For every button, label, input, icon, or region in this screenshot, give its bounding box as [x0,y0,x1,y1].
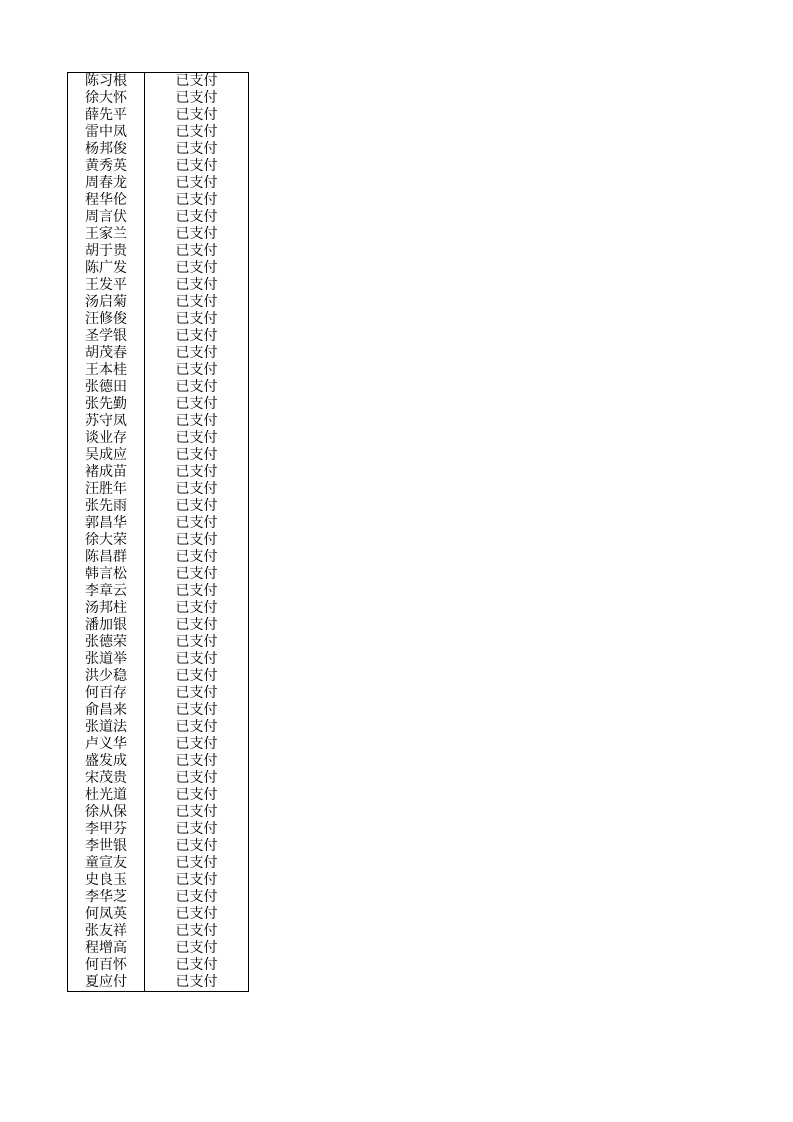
payment-status-cell: 已支付 [145,889,249,906]
table-row [68,158,249,175]
name-cell: 杜光道 [68,787,145,804]
name-cell: 童宣友 [68,855,145,872]
payment-status-cell: 已支付 [145,345,249,362]
table-row [68,634,249,651]
payment-status-cell: 已支付 [145,583,249,600]
table-row [68,583,249,600]
table-row [68,192,249,209]
payment-status-cell: 已支付 [145,277,249,294]
payment-status-cell: 已支付 [145,651,249,668]
name-cell: 王本桂 [68,362,145,379]
table-row [68,447,249,464]
payment-status-cell: 已支付 [145,175,249,192]
payment-status-cell: 已支付 [145,464,249,481]
name-cell: 徐大荣 [68,532,145,549]
payment-status-cell: 已支付 [145,294,249,311]
name-cell: 苏守凤 [68,413,145,430]
name-cell: 张先勤 [68,396,145,413]
name-cell: 王家兰 [68,226,145,243]
payment-status-cell: 已支付 [145,260,249,277]
table-row [68,940,249,957]
payment-status-cell: 已支付 [145,940,249,957]
payment-status-cell: 已支付 [145,668,249,685]
payment-status-cell: 已支付 [145,124,249,141]
table-row [68,872,249,889]
table-row [68,328,249,345]
table-row [68,736,249,753]
table-row [68,719,249,736]
payment-status-cell: 已支付 [145,447,249,464]
table-row [68,90,249,107]
payment-status-cell: 已支付 [145,821,249,838]
payment-status-cell: 已支付 [145,90,249,107]
name-cell: 韩言松 [68,566,145,583]
payment-status-table [67,72,249,992]
table-row [68,770,249,787]
name-cell: 胡于贵 [68,243,145,260]
payment-status-cell: 已支付 [145,804,249,821]
name-cell: 汤启菊 [68,294,145,311]
name-cell: 张友祥 [68,923,145,940]
name-cell: 薛先平 [68,107,145,124]
payment-status-cell: 已支付 [145,379,249,396]
name-cell: 卢义华 [68,736,145,753]
table-row [68,481,249,498]
table-row [68,294,249,311]
name-cell: 汤邦柱 [68,600,145,617]
payment-status-cell: 已支付 [145,787,249,804]
name-cell: 张道法 [68,719,145,736]
payment-status-cell: 已支付 [145,141,249,158]
table-body [68,73,249,992]
table-row [68,226,249,243]
payment-status-cell: 已支付 [145,600,249,617]
payment-status-cell: 已支付 [145,498,249,515]
table-row [68,804,249,821]
table-row [68,107,249,124]
table-row [68,73,249,91]
table-row [68,906,249,923]
table-row [68,413,249,430]
payment-status-cell: 已支付 [145,702,249,719]
payment-status-cell: 已支付 [145,73,249,91]
name-cell: 徐从保 [68,804,145,821]
name-cell: 李世银 [68,838,145,855]
name-cell: 汪修俊 [68,311,145,328]
table-row [68,396,249,413]
payment-status-cell: 已支付 [145,158,249,175]
payment-status-cell: 已支付 [145,328,249,345]
table-row [68,464,249,481]
payment-status-cell: 已支付 [145,838,249,855]
payment-status-cell: 已支付 [145,566,249,583]
payment-status-cell: 已支付 [145,974,249,992]
table-row [68,566,249,583]
payment-status-cell: 已支付 [145,396,249,413]
name-cell: 潘加银 [68,617,145,634]
payment-status-cell: 已支付 [145,923,249,940]
table-row [68,311,249,328]
table-row [68,974,249,992]
name-cell: 褚成苗 [68,464,145,481]
table-row [68,141,249,158]
name-cell: 俞昌来 [68,702,145,719]
table-row [68,651,249,668]
table-row [68,855,249,872]
name-cell: 杨邦俊 [68,141,145,158]
table-row [68,821,249,838]
name-cell: 李甲芬 [68,821,145,838]
name-cell: 陈习根 [68,73,145,91]
name-cell: 李华芝 [68,889,145,906]
name-cell: 吴成应 [68,447,145,464]
table-row [68,668,249,685]
table-row [68,889,249,906]
name-cell: 陈昌群 [68,549,145,566]
name-cell: 王发平 [68,277,145,294]
payment-status-cell: 已支付 [145,481,249,498]
payment-status-cell: 已支付 [145,209,249,226]
payment-status-cell: 已支付 [145,855,249,872]
payment-status-cell: 已支付 [145,753,249,770]
table-row [68,617,249,634]
table-row [68,243,249,260]
name-cell: 周春龙 [68,175,145,192]
payment-status-cell: 已支付 [145,906,249,923]
table-row [68,124,249,141]
name-cell: 陈广发 [68,260,145,277]
table-row [68,685,249,702]
table-row [68,600,249,617]
payment-status-cell: 已支付 [145,719,249,736]
name-cell: 张德荣 [68,634,145,651]
payment-status-cell: 已支付 [145,413,249,430]
table-row [68,379,249,396]
table-row [68,787,249,804]
payment-status-cell: 已支付 [145,532,249,549]
payment-status-cell: 已支付 [145,549,249,566]
table-row [68,498,249,515]
name-cell: 夏应付 [68,974,145,992]
table-row [68,345,249,362]
payment-status-cell: 已支付 [145,770,249,787]
name-cell: 程华伦 [68,192,145,209]
payment-status-cell: 已支付 [145,311,249,328]
name-cell: 程增高 [68,940,145,957]
table-row [68,838,249,855]
name-cell: 何百存 [68,685,145,702]
payment-status-cell: 已支付 [145,957,249,974]
table-row [68,209,249,226]
payment-status-cell: 已支付 [145,192,249,209]
name-cell: 李章云 [68,583,145,600]
payment-status-cell: 已支付 [145,430,249,447]
payment-status-cell: 已支付 [145,634,249,651]
name-cell: 周言伏 [68,209,145,226]
table-row [68,260,249,277]
table-row [68,175,249,192]
name-cell: 张道举 [68,651,145,668]
table-row [68,753,249,770]
payment-sheet [67,72,248,992]
payment-status-cell: 已支付 [145,617,249,634]
name-cell: 盛发成 [68,753,145,770]
name-cell: 洪少稳 [68,668,145,685]
payment-status-cell: 已支付 [145,515,249,532]
name-cell: 雷中凤 [68,124,145,141]
name-cell: 谈业存 [68,430,145,447]
table-row [68,549,249,566]
table-row [68,923,249,940]
table-row [68,957,249,974]
name-cell: 黄秀英 [68,158,145,175]
payment-status-cell: 已支付 [145,736,249,753]
table-row [68,515,249,532]
name-cell: 徐大怀 [68,90,145,107]
payment-status-cell: 已支付 [145,226,249,243]
payment-status-cell: 已支付 [145,362,249,379]
name-cell: 郭昌华 [68,515,145,532]
payment-status-cell: 已支付 [145,685,249,702]
name-cell: 宋茂贵 [68,770,145,787]
name-cell: 汪胜年 [68,481,145,498]
name-cell: 胡茂春 [68,345,145,362]
payment-status-cell: 已支付 [145,243,249,260]
name-cell: 张德田 [68,379,145,396]
table-row [68,362,249,379]
name-cell: 何凤英 [68,906,145,923]
table-row [68,532,249,549]
payment-status-cell: 已支付 [145,107,249,124]
name-cell: 圣学银 [68,328,145,345]
name-cell: 张先雨 [68,498,145,515]
payment-status-cell: 已支付 [145,872,249,889]
table-row [68,702,249,719]
name-cell: 何百怀 [68,957,145,974]
table-row [68,277,249,294]
table-row [68,430,249,447]
name-cell: 史良玉 [68,872,145,889]
